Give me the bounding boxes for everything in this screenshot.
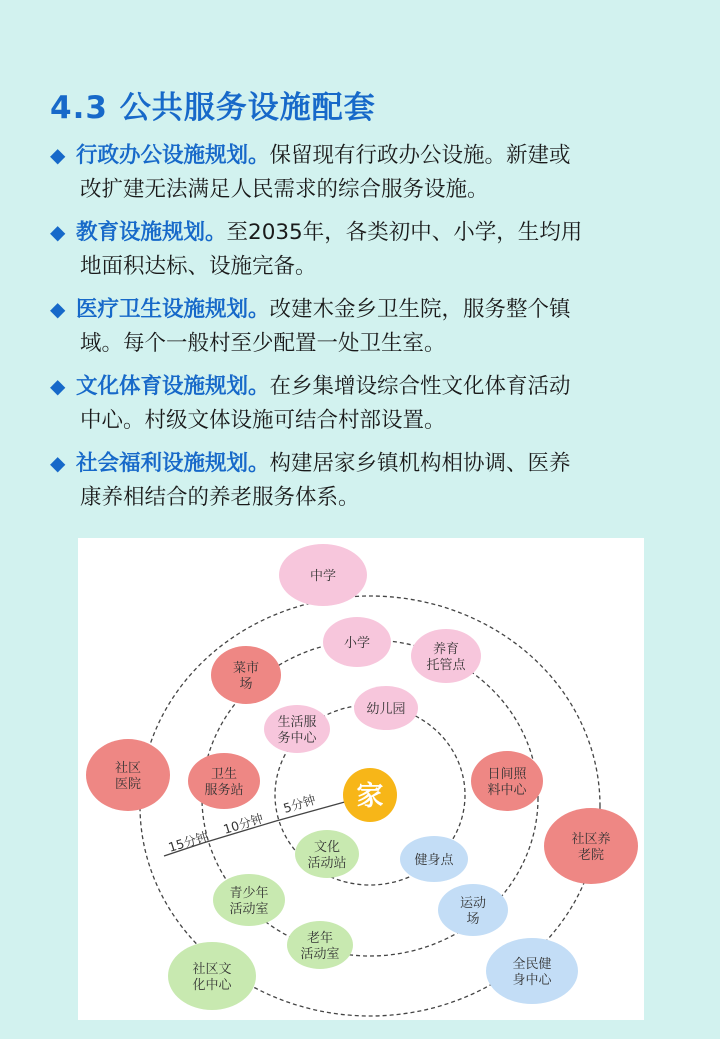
fitness-center-bubble-label: 全民健 [512, 957, 552, 972]
childcare-bubble-label: 托管点 [426, 658, 466, 673]
community-hospital-bubble-label: 医院 [114, 777, 142, 792]
item-heading: 行政办公设施规划。 [76, 143, 270, 168]
primary-school-bubble-label: 小学 [343, 636, 371, 651]
market-bubble-label: 场 [239, 677, 253, 692]
item-heading: 教育设施规划。 [76, 220, 227, 245]
market-bubble-label: 菜市 [232, 661, 260, 676]
diamond-bullet-icon: ◆ [50, 143, 66, 167]
item-text-cont: 域。每个一般村至少配置一处卫生室。 [80, 331, 446, 356]
elderly-home-bubble-label: 老院 [577, 848, 605, 863]
item-text-cont: 地面积达标、设施完备。 [80, 254, 317, 279]
day-care-bubble-label: 料中心 [487, 783, 527, 798]
diamond-bullet-icon: ◆ [50, 451, 66, 475]
item-text: 在乡集增设综合性文化体育活动 [269, 374, 571, 399]
ring-label: 15分钟 [166, 828, 210, 855]
senior-room-bubble-label: 老年 [306, 931, 334, 946]
elderly-home-bubble-label: 社区养 [571, 832, 611, 847]
list-item [50, 446, 690, 515]
youth-room-bubble-label: 活动室 [229, 902, 269, 917]
middle-school-bubble-label: 中学 [309, 569, 337, 584]
childcare-bubble-label: 养育 [432, 642, 460, 657]
home-center-label: 家 [356, 781, 384, 812]
plan-list [50, 138, 690, 523]
life-service-bubble-label: 务中心 [277, 731, 317, 746]
item-heading: 社会福利设施规划。 [76, 451, 270, 476]
health-station-bubble-label: 卫生 [210, 767, 238, 782]
item-text-cont: 中心。村级文体设施可结合村部设置。 [80, 408, 446, 433]
fitness-bubble-label: 健身点 [414, 853, 454, 868]
item-heading: 医疗卫生设施规划。 [76, 297, 270, 322]
list-item [50, 215, 690, 284]
item-heading: 文化体育设施规划。 [76, 374, 270, 399]
culture-station-bubble-label: 文化 [313, 840, 341, 855]
section-title: 4.3 公共服务设施配套 [50, 90, 376, 126]
diamond-bullet-icon: ◆ [50, 374, 66, 398]
youth-room-bubble-label: 青少年 [229, 886, 269, 901]
culture-station-bubble-label: 活动站 [307, 856, 347, 871]
item-text: 至2035年，各类初中、小学，生均用 [226, 220, 583, 245]
ring-label: 10分钟 [221, 810, 265, 837]
kindergarten-bubble-label: 幼儿园 [366, 702, 406, 717]
life-service-bubble-label: 生活服 [277, 715, 317, 730]
day-care-bubble-label: 日间照 [487, 767, 527, 782]
ring-label: 5分钟 [281, 791, 318, 816]
list-item [50, 292, 690, 361]
sports-field-bubble-label: 场 [466, 912, 480, 927]
diamond-bullet-icon: ◆ [50, 297, 66, 321]
community-hospital-bubble-label: 社区 [114, 761, 142, 776]
item-text-cont: 康养相结合的养老服务体系。 [80, 485, 360, 510]
item-text-cont: 改扩建无法满足人民需求的综合服务设施。 [80, 177, 489, 202]
fitness-center-bubble-label: 身中心 [512, 973, 552, 988]
health-station-bubble-label: 服务站 [204, 783, 244, 798]
item-text: 构建居家乡镇机构相协调、医养 [269, 451, 571, 476]
list-item [50, 369, 690, 438]
life-circle-diagram [78, 538, 644, 1020]
sports-field-bubble-label: 运动 [459, 896, 487, 911]
item-text: 保留现有行政办公设施。新建或 [269, 143, 571, 168]
senior-room-bubble-label: 活动室 [300, 947, 340, 962]
diagram-canvas [78, 538, 644, 1020]
diamond-bullet-icon: ◆ [50, 220, 66, 244]
culture-center-bubble-label: 社区文 [192, 962, 232, 977]
culture-center-bubble-label: 化中心 [192, 978, 232, 993]
item-text: 改建木金乡卫生院，服务整个镇 [269, 297, 571, 322]
list-item [50, 138, 690, 207]
